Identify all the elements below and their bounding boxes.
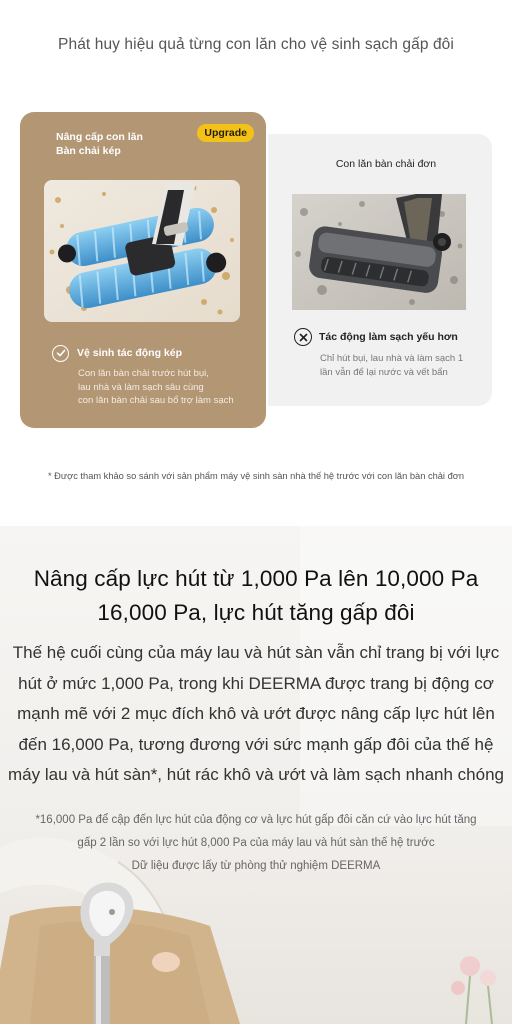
description-line: Thế hệ cuối cùng của máy lau và hút sàn vẫn chỉ trang bị với lực — [12, 643, 500, 662]
benefit-title: Vệ sinh tác động kép — [77, 347, 183, 359]
benefit-line: lau nhà và làm sạch sâu cùng — [78, 381, 204, 393]
description-line: mạnh mẽ với 2 mục đích khô và ướt được nâng cấp lực hút lên — [17, 704, 495, 723]
drawback-line: lần vẫn để lại nước và vết bẩn — [320, 366, 448, 378]
benefit-line: Con lăn bàn chải trước hút bụi, — [78, 368, 209, 379]
description-line: hút ở mức 1,000 Pa, trong khi DEERMA được trang bị động cơ — [18, 673, 494, 693]
single-roller-image — [292, 194, 466, 310]
dual-roller-card — [20, 112, 266, 428]
footnote-line: *16,000 Pa để cập đến lực hút của động cơ và lực hút gấp đôi căn cứ vào lực hút tăng — [35, 814, 477, 826]
x-circle-icon — [294, 328, 312, 346]
drawback-description — [320, 352, 490, 379]
drawback-title: Tác động làm sạch yếu hơn — [319, 331, 458, 343]
single-roller-card — [268, 134, 492, 406]
footnote-line: gấp 2 lần so với lực hút 8,000 Pa của máy lau và hút sàn thế hệ trước — [77, 837, 435, 849]
description-line: đến 16,000 Pa, tương đương với sức mạnh gấp đôi của thế hệ — [18, 734, 494, 754]
description-line: máy lau và hút sàn*, hút rác khô và ướt và làm sạch nhanh chóng — [8, 765, 504, 784]
suction-section — [0, 526, 512, 1024]
benefit-description — [78, 367, 258, 408]
footnote-line: Dữ liệu được lấy từ phòng thử nghiệm DEERMA — [131, 860, 381, 872]
comparison-title: Phát huy hiệu quả từng con lăn cho vệ sinh sạch gấp đôi — [58, 36, 454, 53]
suction-description — [8, 638, 504, 791]
dual-roller-heading — [56, 130, 186, 158]
benefit-line: con lăn bàn chải sau bổ trợ làm sạch — [78, 395, 234, 406]
suction-footnote — [0, 809, 512, 878]
dual-roller-heading-line2: Bàn chải kép — [56, 145, 121, 157]
dual-roller-benefit — [52, 344, 182, 362]
upgrade-badge: Upgrade — [197, 124, 254, 142]
comparison-footnote: * Được tham khảo so sánh với sản phẩm máy vệ sinh sàn nhà thế hệ trước với con lăn bàn chải đơn — [47, 471, 465, 481]
single-roller-drawback — [294, 328, 458, 346]
drawback-line: Chỉ hút bụi, lau nhà và làm sạch 1 — [320, 353, 464, 364]
single-roller-heading: Con lăn bàn chải đơn — [335, 158, 437, 170]
dual-roller-heading-line1: Nâng cấp con lăn — [56, 131, 143, 143]
suction-heading-line1: Nâng cấp lực hút từ 1,000 Pa lên 10,000 Pa — [33, 566, 479, 591]
dual-roller-image — [44, 180, 240, 322]
check-circle-icon — [52, 345, 69, 362]
suction-heading-line2: 16,000 Pa, lực hút tăng gấp đôi — [97, 600, 415, 625]
